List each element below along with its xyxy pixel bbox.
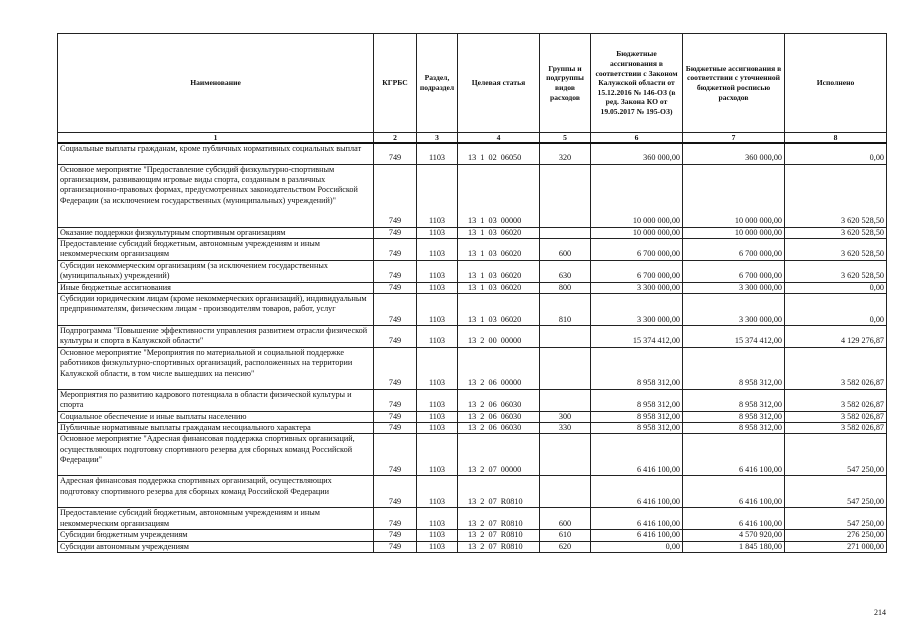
row-section: 1103 <box>417 325 458 347</box>
row-kgrbs: 749 <box>374 293 417 325</box>
row-name: Мероприятия по развитию кадрового потенциала в области физической культуры и спорта <box>58 389 374 411</box>
row-assign-updated: 15 374 412,00 <box>683 325 785 347</box>
row-kgrbs: 749 <box>374 530 417 541</box>
col-number: 8 <box>785 133 887 144</box>
row-assign-updated: 6 416 100,00 <box>683 476 785 508</box>
row-section: 1103 <box>417 434 458 476</box>
row-kgrbs: 749 <box>374 238 417 260</box>
row-assign-law: 3 300 000,00 <box>591 293 683 325</box>
table-row <box>58 411 887 422</box>
row-name: Субсидии бюджетным учреждениям <box>58 530 374 541</box>
row-kgrbs: 749 <box>374 434 417 476</box>
row-kgrbs: 749 <box>374 347 417 389</box>
row-target: 13 1 03 06020 <box>458 282 540 293</box>
table-row <box>58 422 887 433</box>
row-target: 13 2 06 06030 <box>458 389 540 411</box>
row-assign-updated: 3 300 000,00 <box>683 282 785 293</box>
row-group <box>540 227 591 238</box>
row-kgrbs: 749 <box>374 541 417 552</box>
row-assign-updated: 8 958 312,00 <box>683 411 785 422</box>
row-section: 1103 <box>417 411 458 422</box>
row-assign-updated: 6 416 100,00 <box>683 508 785 530</box>
row-assign-law: 6 416 100,00 <box>591 530 683 541</box>
row-group: 300 <box>540 411 591 422</box>
row-section: 1103 <box>417 476 458 508</box>
row-kgrbs: 749 <box>374 164 417 227</box>
row-assign-law: 10 000 000,00 <box>591 227 683 238</box>
row-section: 1103 <box>417 227 458 238</box>
row-target: 13 1 03 06020 <box>458 227 540 238</box>
row-executed: 3 582 026,87 <box>785 347 887 389</box>
row-assign-updated: 10 000 000,00 <box>683 164 785 227</box>
row-executed: 3 582 026,87 <box>785 411 887 422</box>
row-assign-law: 8 958 312,00 <box>591 389 683 411</box>
row-assign-updated: 8 958 312,00 <box>683 389 785 411</box>
row-name: Социальное обеспечение и иные выплаты населению <box>58 411 374 422</box>
row-group <box>540 164 591 227</box>
row-assign-updated: 8 958 312,00 <box>683 422 785 433</box>
row-name: Основное мероприятие "Предоставление субсидий физкультурно-спортивным организациям, развивающим игровые виды спорта, созданным в различных организационно-правовых формах, предусмотренных законодательством Российской Федерации (за исключением государственных (муниципальных) учреждений)" <box>58 164 374 227</box>
row-target: 13 2 07 R0810 <box>458 508 540 530</box>
row-executed: 0,00 <box>785 282 887 293</box>
row-target: 13 2 07 R0810 <box>458 541 540 552</box>
row-executed: 4 129 276,87 <box>785 325 887 347</box>
row-section: 1103 <box>417 164 458 227</box>
row-group: 600 <box>540 508 591 530</box>
row-name: Иные бюджетные ассигнования <box>58 282 374 293</box>
row-target: 13 2 00 00000 <box>458 325 540 347</box>
row-section: 1103 <box>417 422 458 433</box>
row-executed: 0,00 <box>785 143 887 164</box>
row-name: Субсидии юридическим лицам (кроме некоммерческих организаций), индивидуальным предпринимателям, физическим лицам - производителям товаров, работ, услуг <box>58 293 374 325</box>
row-name: Предоставление субсидий бюджетным, автономным учреждениям и иным некоммерческим организациям <box>58 508 374 530</box>
row-group: 600 <box>540 238 591 260</box>
row-section: 1103 <box>417 347 458 389</box>
row-assign-law: 3 300 000,00 <box>591 282 683 293</box>
row-group: 810 <box>540 293 591 325</box>
header-name: Наименование <box>58 34 374 133</box>
row-section: 1103 <box>417 238 458 260</box>
header-section: Раздел, подраздел <box>417 34 458 133</box>
row-executed: 3 620 528,50 <box>785 227 887 238</box>
row-assign-updated: 1 845 180,00 <box>683 541 785 552</box>
row-target: 13 2 07 R0810 <box>458 530 540 541</box>
row-target: 13 2 06 06030 <box>458 422 540 433</box>
budget-table <box>57 33 887 553</box>
row-kgrbs: 749 <box>374 282 417 293</box>
row-name: Адресная финансовая поддержка спортивных организаций, осуществляющих подготовку спортивного резерва для сборных команд Российской Федерации <box>58 476 374 508</box>
row-executed: 276 250,00 <box>785 530 887 541</box>
row-kgrbs: 749 <box>374 227 417 238</box>
table-row <box>58 541 887 552</box>
row-section: 1103 <box>417 541 458 552</box>
col-number: 5 <box>540 133 591 144</box>
row-name: Социальные выплаты гражданам, кроме публичных нормативных социальных выплат <box>58 143 374 164</box>
row-name: Субсидии автономным учреждениям <box>58 541 374 552</box>
page-number: 214 <box>874 608 886 617</box>
row-assign-law: 6 416 100,00 <box>591 476 683 508</box>
row-name: Субсидии некоммерческим организациям (за исключением государственных (муниципальных) учреждений) <box>58 260 374 282</box>
row-executed: 3 582 026,87 <box>785 389 887 411</box>
row-section: 1103 <box>417 389 458 411</box>
header-groups: Группы и подгруппы видов расходов <box>540 34 591 133</box>
row-group: 620 <box>540 541 591 552</box>
row-assign-law: 8 958 312,00 <box>591 347 683 389</box>
row-executed: 547 250,00 <box>785 508 887 530</box>
row-section: 1103 <box>417 508 458 530</box>
row-section: 1103 <box>417 293 458 325</box>
row-kgrbs: 749 <box>374 411 417 422</box>
row-name: Основное мероприятие "Адресная финансовая поддержка спортивных организаций, осуществляющих подготовку спортивного резерва для сборных команд Российской Федерации" <box>58 434 374 476</box>
row-group: 610 <box>540 530 591 541</box>
table-row <box>58 260 887 282</box>
row-target: 13 2 07 00000 <box>458 434 540 476</box>
row-executed: 547 250,00 <box>785 434 887 476</box>
row-executed: 547 250,00 <box>785 476 887 508</box>
row-assign-law: 8 958 312,00 <box>591 422 683 433</box>
table-row <box>58 164 887 227</box>
row-assign-updated: 6 700 000,00 <box>683 260 785 282</box>
table-row <box>58 227 887 238</box>
row-name: Публичные нормативные выплаты гражданам несоциального характера <box>58 422 374 433</box>
row-assign-updated: 3 300 000,00 <box>683 293 785 325</box>
row-group <box>540 434 591 476</box>
table-header-row <box>58 34 887 133</box>
col-number: 2 <box>374 133 417 144</box>
row-assign-updated: 4 570 920,00 <box>683 530 785 541</box>
row-kgrbs: 749 <box>374 325 417 347</box>
header-assign-updated: Бюджетные ассигнования в соответствии с уточненной бюджетной росписью расходов <box>683 34 785 133</box>
row-target: 13 1 03 06020 <box>458 260 540 282</box>
row-assign-law: 8 958 312,00 <box>591 411 683 422</box>
row-assign-law: 6 700 000,00 <box>591 260 683 282</box>
row-target: 13 1 03 06020 <box>458 238 540 260</box>
table-row <box>58 389 887 411</box>
header-executed: Исполнено <box>785 34 887 133</box>
table-row <box>58 508 887 530</box>
header-target: Целевая статья <box>458 34 540 133</box>
row-kgrbs: 749 <box>374 143 417 164</box>
table-row <box>58 476 887 508</box>
row-name: Оказание поддержки физкультурным спортивным организациям <box>58 227 374 238</box>
row-name: Подпрограмма "Повышение эффективности управления развитием отрасли физической культуры и спорта в Калужской области" <box>58 325 374 347</box>
row-kgrbs: 749 <box>374 389 417 411</box>
row-group <box>540 347 591 389</box>
row-group <box>540 325 591 347</box>
table-row <box>58 530 887 541</box>
row-executed: 3 620 528,50 <box>785 164 887 227</box>
row-kgrbs: 749 <box>374 476 417 508</box>
row-kgrbs: 749 <box>374 422 417 433</box>
row-group: 800 <box>540 282 591 293</box>
row-target: 13 2 07 R0810 <box>458 476 540 508</box>
row-assign-law: 15 374 412,00 <box>591 325 683 347</box>
row-assign-updated: 6 700 000,00 <box>683 238 785 260</box>
row-kgrbs: 749 <box>374 260 417 282</box>
row-assign-law: 0,00 <box>591 541 683 552</box>
col-number: 7 <box>683 133 785 144</box>
row-executed: 3 620 528,50 <box>785 238 887 260</box>
budget-sheet <box>57 33 886 553</box>
row-kgrbs: 749 <box>374 508 417 530</box>
column-number-row <box>58 133 887 144</box>
col-number: 4 <box>458 133 540 144</box>
table-row <box>58 434 887 476</box>
row-target: 13 1 02 06050 <box>458 143 540 164</box>
table-row <box>58 238 887 260</box>
row-executed: 0,00 <box>785 293 887 325</box>
row-assign-updated: 8 958 312,00 <box>683 347 785 389</box>
row-assign-updated: 10 000 000,00 <box>683 227 785 238</box>
row-target: 13 2 06 00000 <box>458 347 540 389</box>
table-body <box>58 143 887 553</box>
row-name: Предоставление субсидий бюджетным, автономным учреждениям и иным некоммерческим организациям <box>58 238 374 260</box>
row-group: 320 <box>540 143 591 164</box>
row-executed: 3 582 026,87 <box>785 422 887 433</box>
header-kgrbs: КГРБС <box>374 34 417 133</box>
row-target: 13 1 03 06020 <box>458 293 540 325</box>
col-number: 6 <box>591 133 683 144</box>
row-group: 330 <box>540 422 591 433</box>
row-executed: 271 000,00 <box>785 541 887 552</box>
table-row <box>58 293 887 325</box>
table-row <box>58 347 887 389</box>
row-group: 630 <box>540 260 591 282</box>
row-section: 1103 <box>417 530 458 541</box>
row-target: 13 2 06 06030 <box>458 411 540 422</box>
col-number: 1 <box>58 133 374 144</box>
row-assign-law: 360 000,00 <box>591 143 683 164</box>
table-row <box>58 143 887 164</box>
row-target: 13 1 03 00000 <box>458 164 540 227</box>
row-group <box>540 389 591 411</box>
table-row <box>58 325 887 347</box>
row-assign-law: 10 000 000,00 <box>591 164 683 227</box>
header-assign-law: Бюджетные ассигнования в соответствии с Законом Калужской области от 15.12.2016 № 146-ОЗ (в ред. Закона КО от 19.05.2017 № 195-ОЗ) <box>591 34 683 133</box>
row-assign-updated: 6 416 100,00 <box>683 434 785 476</box>
row-group <box>540 476 591 508</box>
row-assign-updated: 360 000,00 <box>683 143 785 164</box>
row-section: 1103 <box>417 282 458 293</box>
row-name: Основное мероприятие "Мероприятия по материальной и социальной поддержке работников физкультурно-спортивных организаций, расположенных на территории Калужской области, в том числе вышедших на пенсию" <box>58 347 374 389</box>
row-assign-law: 6 700 000,00 <box>591 238 683 260</box>
row-executed: 3 620 528,50 <box>785 260 887 282</box>
row-assign-law: 6 416 100,00 <box>591 434 683 476</box>
row-section: 1103 <box>417 143 458 164</box>
col-number: 3 <box>417 133 458 144</box>
row-section: 1103 <box>417 260 458 282</box>
table-row <box>58 282 887 293</box>
row-assign-law: 6 416 100,00 <box>591 508 683 530</box>
